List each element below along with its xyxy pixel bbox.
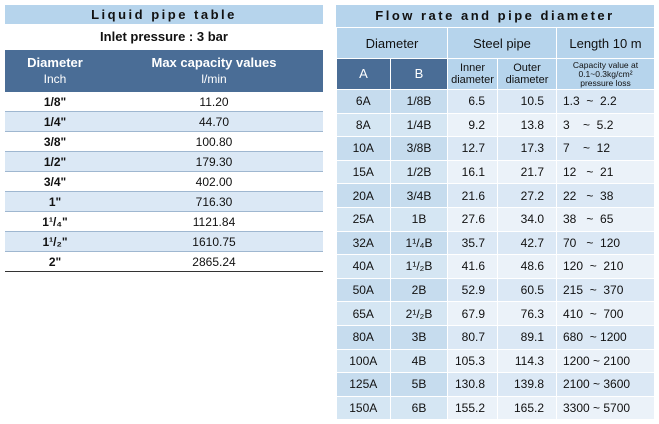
flow-cell-b: 3/8B bbox=[391, 137, 448, 161]
flow-table-row bbox=[337, 349, 655, 373]
flow-cell-a: 20A bbox=[337, 184, 391, 208]
flow-cell-b: 4B bbox=[391, 349, 448, 373]
flow-cell-inner: 16.1 bbox=[448, 160, 498, 184]
liquid-table-title: Liquid pipe table bbox=[5, 5, 323, 24]
flow-table-row bbox=[337, 302, 655, 326]
flow-cell-outer: 27.2 bbox=[498, 184, 557, 208]
flow-cell-outer: 76.3 bbox=[498, 302, 557, 326]
flow-table-title: Flow rate and pipe diameter bbox=[336, 5, 654, 27]
flow-table-row bbox=[337, 396, 655, 420]
flow-cell-inner: 12.7 bbox=[448, 137, 498, 161]
flow-header-a: A bbox=[337, 59, 391, 90]
flow-cell-outer: 60.5 bbox=[498, 278, 557, 302]
flow-cell-a: 8A bbox=[337, 113, 391, 137]
flow-header-row-1 bbox=[337, 28, 655, 59]
flow-cell-capacity: 3300 ~ 5700 bbox=[557, 396, 655, 420]
liquid-cell-capacity: 1610.75 bbox=[105, 232, 323, 252]
liquid-table-subtitle: Inlet pressure : 3 bar bbox=[5, 24, 323, 50]
flow-table-row bbox=[337, 255, 655, 279]
flow-cell-outer: 165.2 bbox=[498, 396, 557, 420]
flow-header-steel-pipe: Steel pipe bbox=[448, 28, 557, 59]
liquid-cell-diameter: 2" bbox=[5, 252, 105, 272]
flow-cell-a: 50A bbox=[337, 278, 391, 302]
flow-header-inner-2: diameter bbox=[451, 74, 494, 86]
liquid-table-row bbox=[5, 192, 323, 212]
flow-table-row bbox=[337, 231, 655, 255]
flow-cell-capacity: 7 ~ 12 bbox=[557, 137, 655, 161]
liquid-table-header-row bbox=[5, 50, 323, 92]
flow-header-cap-2: 0.1~0.3kg/cm² bbox=[578, 68, 633, 79]
flow-cell-capacity: 120 ~ 210 bbox=[557, 255, 655, 279]
liquid-pipe-table bbox=[5, 5, 323, 272]
flow-cell-b: 5B bbox=[391, 373, 448, 397]
liquid-cell-capacity: 2865.24 bbox=[105, 252, 323, 272]
flow-cell-a: 15A bbox=[337, 160, 391, 184]
flow-cell-inner: 105.3 bbox=[448, 349, 498, 373]
flow-cell-b: 6B bbox=[391, 396, 448, 420]
flow-cell-outer: 114.3 bbox=[498, 349, 557, 373]
flow-header-length: Length 10 m bbox=[557, 28, 655, 59]
flow-cell-a: 100A bbox=[337, 349, 391, 373]
liquid-header-capacity-label: Max capacity values bbox=[151, 55, 277, 70]
flow-header-inner-1: Inner bbox=[459, 62, 486, 74]
liquid-cell-diameter: 1" bbox=[5, 192, 105, 212]
liquid-cell-capacity: 100.80 bbox=[105, 132, 323, 152]
flow-cell-b: 1/2B bbox=[391, 160, 448, 184]
liquid-header-diameter-unit: Inch bbox=[43, 72, 67, 86]
flow-table-row bbox=[337, 207, 655, 231]
flow-cell-capacity: 70 ~ 120 bbox=[557, 231, 655, 255]
flow-table-row bbox=[337, 137, 655, 161]
flow-cell-capacity: 2100 ~ 3600 bbox=[557, 373, 655, 397]
liquid-table-row bbox=[5, 212, 323, 232]
flow-header-outer-1: Outer bbox=[513, 62, 541, 74]
flow-cell-a: 32A bbox=[337, 231, 391, 255]
flow-table-row bbox=[337, 90, 655, 114]
liquid-header-capacity bbox=[105, 50, 323, 92]
flow-header-diameter: Diameter bbox=[337, 28, 448, 59]
flow-cell-capacity: 410 ~ 700 bbox=[557, 302, 655, 326]
flow-header-cap-3: pressure loss bbox=[580, 77, 631, 88]
flow-cell-b: 3/4B bbox=[391, 184, 448, 208]
flow-cell-capacity: 680 ~ 1200 bbox=[557, 325, 655, 349]
flow-table-row bbox=[337, 325, 655, 349]
flow-cell-outer: 48.6 bbox=[498, 255, 557, 279]
liquid-cell-diameter: 1/4" bbox=[5, 112, 105, 132]
liquid-table-row bbox=[5, 172, 323, 192]
flow-header-row-2 bbox=[337, 59, 655, 90]
flow-cell-inner: 27.6 bbox=[448, 207, 498, 231]
flow-cell-a: 6A bbox=[337, 90, 391, 114]
flow-cell-a: 25A bbox=[337, 207, 391, 231]
flow-cell-outer: 10.5 bbox=[498, 90, 557, 114]
flow-cell-b: 1/4B bbox=[391, 113, 448, 137]
flow-cell-inner: 80.7 bbox=[448, 325, 498, 349]
liquid-table-row bbox=[5, 252, 323, 272]
flow-cell-capacity: 38 ~ 65 bbox=[557, 207, 655, 231]
flow-cell-a: 80A bbox=[337, 325, 391, 349]
liquid-cell-capacity: 402.00 bbox=[105, 172, 323, 192]
flow-cell-capacity: 1.3 ~ 2.2 bbox=[557, 90, 655, 114]
flow-table-row bbox=[337, 373, 655, 397]
flow-cell-inner: 52.9 bbox=[448, 278, 498, 302]
liquid-table-row bbox=[5, 112, 323, 132]
liquid-cell-capacity: 179.30 bbox=[105, 152, 323, 172]
flow-table-row bbox=[337, 184, 655, 208]
flow-cell-capacity: 1200 ~ 2100 bbox=[557, 349, 655, 373]
flow-header-outer-2: diameter bbox=[505, 74, 549, 86]
flow-cell-inner: 9.2 bbox=[448, 113, 498, 137]
liquid-header-capacity-unit: l/min bbox=[201, 72, 227, 86]
flow-cell-inner: 6.5 bbox=[448, 90, 498, 114]
flow-cell-capacity: 12 ~ 21 bbox=[557, 160, 655, 184]
liquid-cell-capacity: 44.70 bbox=[105, 112, 323, 132]
flow-table-row bbox=[337, 278, 655, 302]
flow-cell-capacity: 22 ~ 38 bbox=[557, 184, 655, 208]
flow-cell-capacity: 215 ~ 370 bbox=[557, 278, 655, 302]
flow-header-b: B bbox=[391, 59, 448, 90]
flow-cell-a: 150A bbox=[337, 396, 391, 420]
flow-cell-outer: 34.0 bbox=[498, 207, 557, 231]
liquid-table-row bbox=[5, 232, 323, 252]
liquid-cell-capacity: 11.20 bbox=[105, 92, 323, 112]
flow-cell-capacity: 3 ~ 5.2 bbox=[557, 113, 655, 137]
flow-cell-b: 2¹/₂B bbox=[391, 302, 448, 326]
liquid-cell-diameter: 1¹/₂" bbox=[5, 232, 105, 252]
flow-rate-table bbox=[336, 5, 654, 420]
liquid-header-diameter-label: Diameter bbox=[27, 55, 83, 70]
flow-cell-inner: 41.6 bbox=[448, 255, 498, 279]
flow-cell-b: 1¹/₄B bbox=[391, 231, 448, 255]
flow-cell-outer: 42.7 bbox=[498, 231, 557, 255]
flow-header-capacity bbox=[557, 59, 655, 90]
flow-cell-inner: 35.7 bbox=[448, 231, 498, 255]
flow-cell-a: 40A bbox=[337, 255, 391, 279]
liquid-header-diameter bbox=[5, 50, 105, 92]
flow-cell-b: 1/8B bbox=[391, 90, 448, 114]
flow-cell-b: 2B bbox=[391, 278, 448, 302]
liquid-cell-capacity: 1121.84 bbox=[105, 212, 323, 232]
flow-cell-outer: 89.1 bbox=[498, 325, 557, 349]
flow-header-outer bbox=[498, 59, 557, 90]
liquid-cell-capacity: 716.30 bbox=[105, 192, 323, 212]
flow-cell-inner: 155.2 bbox=[448, 396, 498, 420]
flow-cell-a: 10A bbox=[337, 137, 391, 161]
liquid-cell-diameter: 3/4" bbox=[5, 172, 105, 192]
flow-cell-a: 125A bbox=[337, 373, 391, 397]
flow-cell-a: 65A bbox=[337, 302, 391, 326]
liquid-cell-diameter: 3/8" bbox=[5, 132, 105, 152]
flow-table-grid bbox=[336, 27, 655, 420]
liquid-cell-diameter: 1¹/₄" bbox=[5, 212, 105, 232]
flow-cell-outer: 139.8 bbox=[498, 373, 557, 397]
flow-cell-outer: 21.7 bbox=[498, 160, 557, 184]
liquid-table-row bbox=[5, 92, 323, 112]
liquid-table-row bbox=[5, 132, 323, 152]
flow-header-cap-1: Capacity value at bbox=[572, 59, 639, 70]
flow-cell-outer: 13.8 bbox=[498, 113, 557, 137]
liquid-cell-diameter: 1/8" bbox=[5, 92, 105, 112]
flow-cell-b: 1B bbox=[391, 207, 448, 231]
flow-cell-inner: 130.8 bbox=[448, 373, 498, 397]
liquid-table-grid bbox=[5, 50, 323, 272]
flow-cell-inner: 67.9 bbox=[448, 302, 498, 326]
liquid-cell-diameter: 1/2" bbox=[5, 152, 105, 172]
flow-table-row bbox=[337, 113, 655, 137]
liquid-table-row bbox=[5, 152, 323, 172]
flow-cell-inner: 21.6 bbox=[448, 184, 498, 208]
flow-header-inner bbox=[448, 59, 498, 90]
flow-table-row bbox=[337, 160, 655, 184]
flow-cell-outer: 17.3 bbox=[498, 137, 557, 161]
flow-cell-b: 3B bbox=[391, 325, 448, 349]
flow-cell-b: 1¹/₂B bbox=[391, 255, 448, 279]
